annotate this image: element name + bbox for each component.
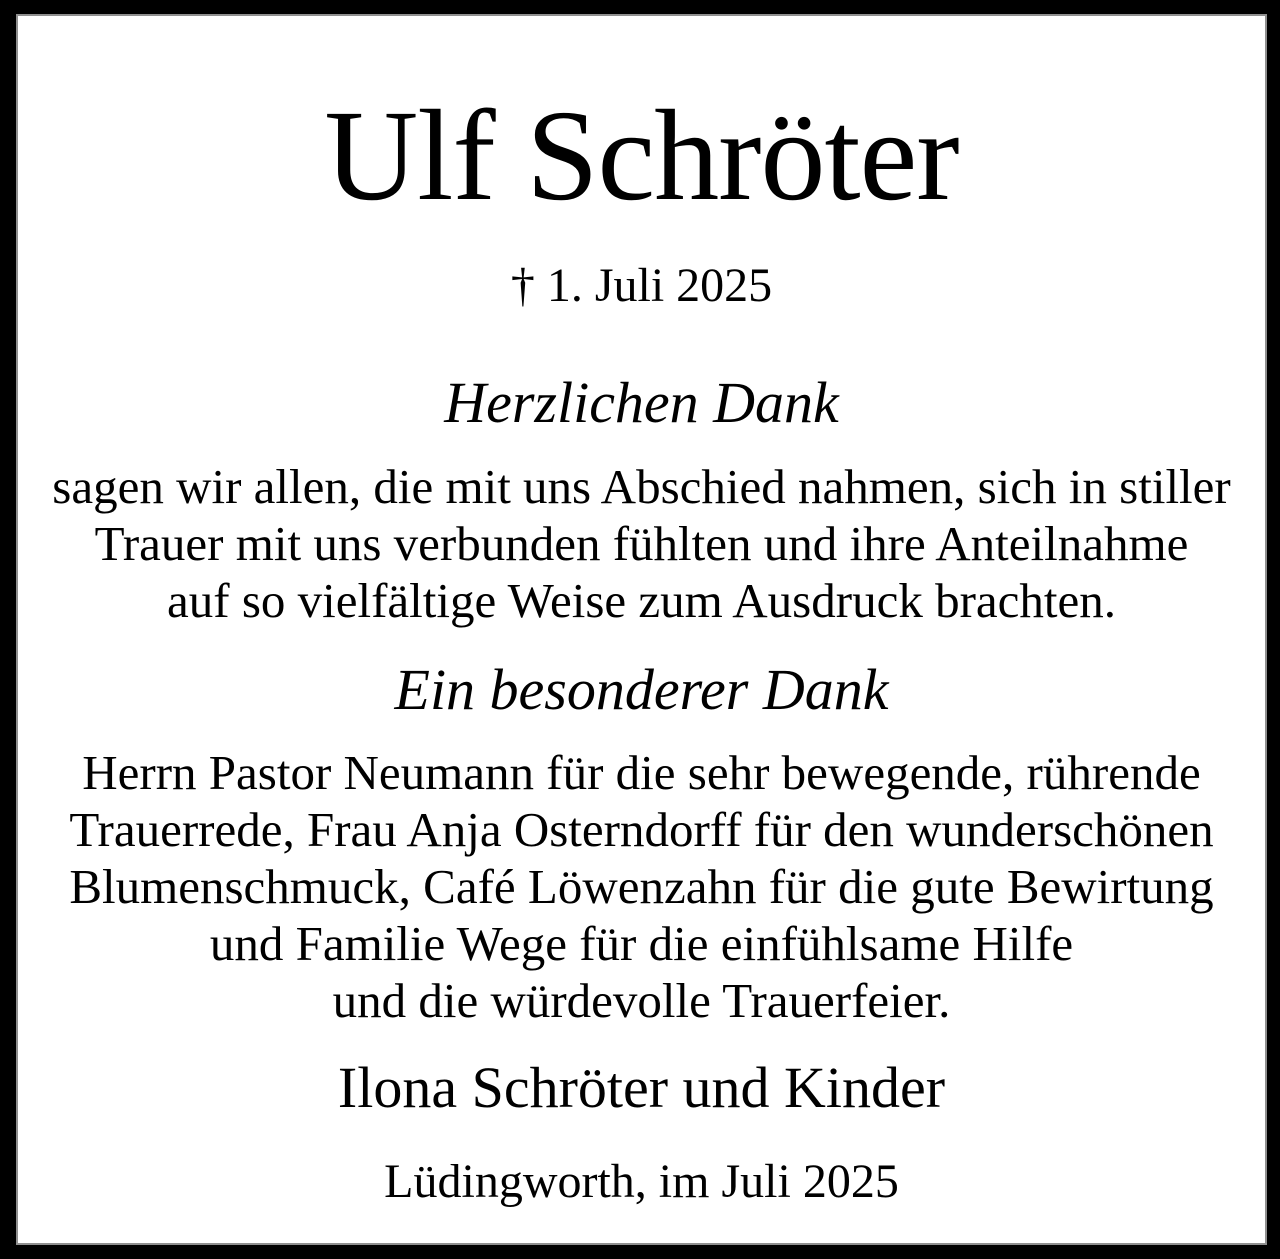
special-thanks-heading: Ein besonderer Dank [394,657,889,722]
special-line-2: Trauerrede, Frau Anja Osterndorff für den wunderschönen [69,802,1214,857]
place-date: Lüdingworth, im Juli 2025 [384,1155,899,1208]
deceased-name: Ulf Schröter [324,84,959,228]
special-line-4: und Familie Wege für die einfühlsame Hilfe [209,916,1074,971]
thanks-line-2: Trauer mit uns verbunden fühlten und ihre Anteilnahme [94,516,1189,571]
special-thanks-paragraph [18,744,1265,1029]
special-line-1: Herrn Pastor Neumann für die sehr bewegende, rührende [82,745,1201,800]
thanks-line-3: auf so vielfältige Weise zum Ausdruck brachten. [167,573,1116,628]
special-line-3: Blumenschmuck, Café Löwenzahn für die gute Bewirtung [69,859,1214,914]
special-line-5: und die würdevolle Trauerfeier. [332,973,951,1028]
thanks-line-1: sagen wir allen, die mit uns Abschied nahmen, sich in stiller [52,459,1231,514]
signature: Ilona Schröter und Kinder [337,1055,946,1120]
thanks-heading: Herzlichen Dank [444,370,839,435]
obituary-card [16,14,1267,1245]
thanks-paragraph [18,458,1265,629]
death-date: † 1. Juli 2025 [510,259,773,312]
